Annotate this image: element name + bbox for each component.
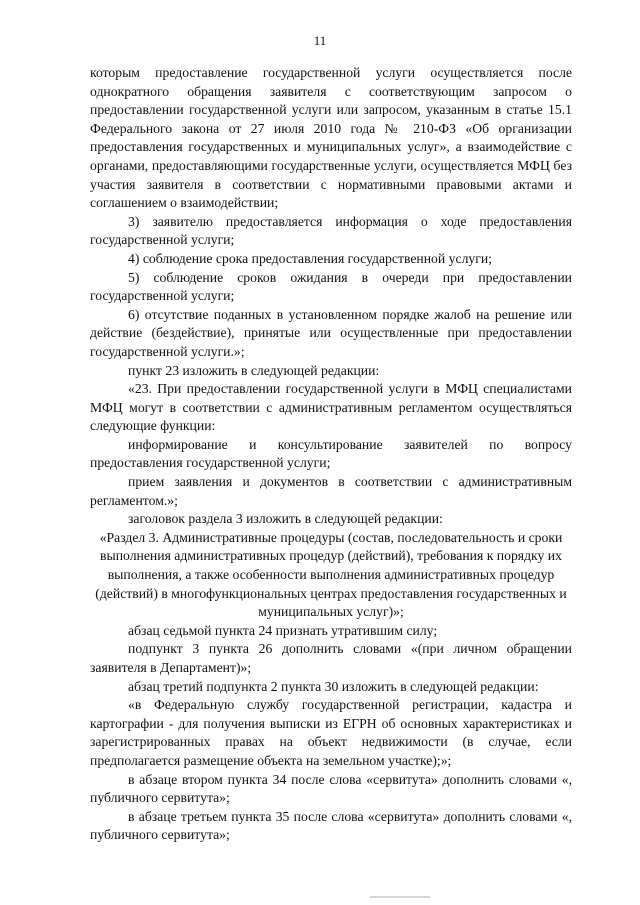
paragraph-informing: информирование и консультирование заявителей по вопросу предоставления государственной услуги; bbox=[90, 436, 572, 471]
paragraph-point-23-text: «23. При предоставлении государственной услуги в МФЦ специалистами МФЦ могут в соответствии с административным регламентом осуществляться следующие функции: bbox=[90, 381, 572, 434]
document-body bbox=[90, 64, 572, 845]
paragraph-point-24: абзац седьмой пункта 24 признать утратившим силу; bbox=[128, 622, 438, 638]
paragraph-reception: прием заявления и документов в соответствии с административным регламентом.»; bbox=[90, 474, 572, 508]
paragraph-rosreestr: «в Федеральную службу государственной регистрации, кадастра и картографии - для получения выписки из ЕГРН об основных характеристиках и зарегистрированных правах на объект недвижимости (в случае, если предполагается размещение объекта на земельном участке);»; bbox=[90, 697, 572, 768]
paragraph-amend-heading: заголовок раздела 3 изложить в следующей редакции: bbox=[128, 511, 443, 527]
paragraph-point-30: абзац третий подпункта 2 пункта 30 изложить в следующей редакции: bbox=[128, 678, 539, 694]
paragraph-item-6: 6) отсутствие поданных в установленном порядке жалоб на решение или действие (бездействие), принятые или осуществленные при предоставлении государственной услуги.»; bbox=[90, 306, 572, 359]
paragraph-item-3: 3) заявителю предоставляется информация о ходе предоставления государственной услуги; bbox=[90, 213, 572, 248]
paragraph-continuation: которым предоставление государственной услуги осуществляется после однократного обращения заявителя с соответствующим запросом о предоставлении государственной услуги или запросом, указанным в статье 15.1 Федерального закона от 27 июля 2010 года № 210-ФЗ «Об организации предоставления государственных и муниципальных услуг», а взаимодействие с органами, предоставляющими государственные услуги, осуществляется МФЦ без участия заявителя в соответствии с нормативными правовыми актами и соглашением о взаимодействии; bbox=[90, 65, 572, 211]
paragraph-item-4: 4) соблюдение срока предоставления государственной услуги; bbox=[128, 250, 492, 266]
scan-artifact bbox=[370, 896, 430, 898]
section-3-heading: «Раздел 3. Административные процедуры (состав, последовательность и сроки выполнения административных процедур (действий), требования к порядку их выполнения, а также особенности выполнения административных процедур (действий) в многофункциональных центрах предоставления государственных и муниципальных услуг)»; bbox=[95, 529, 567, 620]
paragraph-item-5: 5) соблюдение сроков ожидания в очереди при предоставлении государственной услуги; bbox=[90, 269, 572, 304]
paragraph-point-34: в абзаце втором пункта 34 после слова «сервитута» дополнить словами «, публичного сервитута»; bbox=[90, 771, 572, 806]
paragraph-amend-point-23: пункт 23 изложить в следующей редакции: bbox=[128, 362, 380, 378]
page-number: 11 bbox=[313, 33, 327, 48]
paragraph-point-35: в абзаце третьем пункта 35 после слова «сервитута» дополнить словами «, публичного сервитута»; bbox=[90, 808, 572, 843]
paragraph-point-26: подпункт 3 пункта 26 дополнить словами «(при личном обращении заявителя в Департамент)»; bbox=[90, 641, 572, 675]
